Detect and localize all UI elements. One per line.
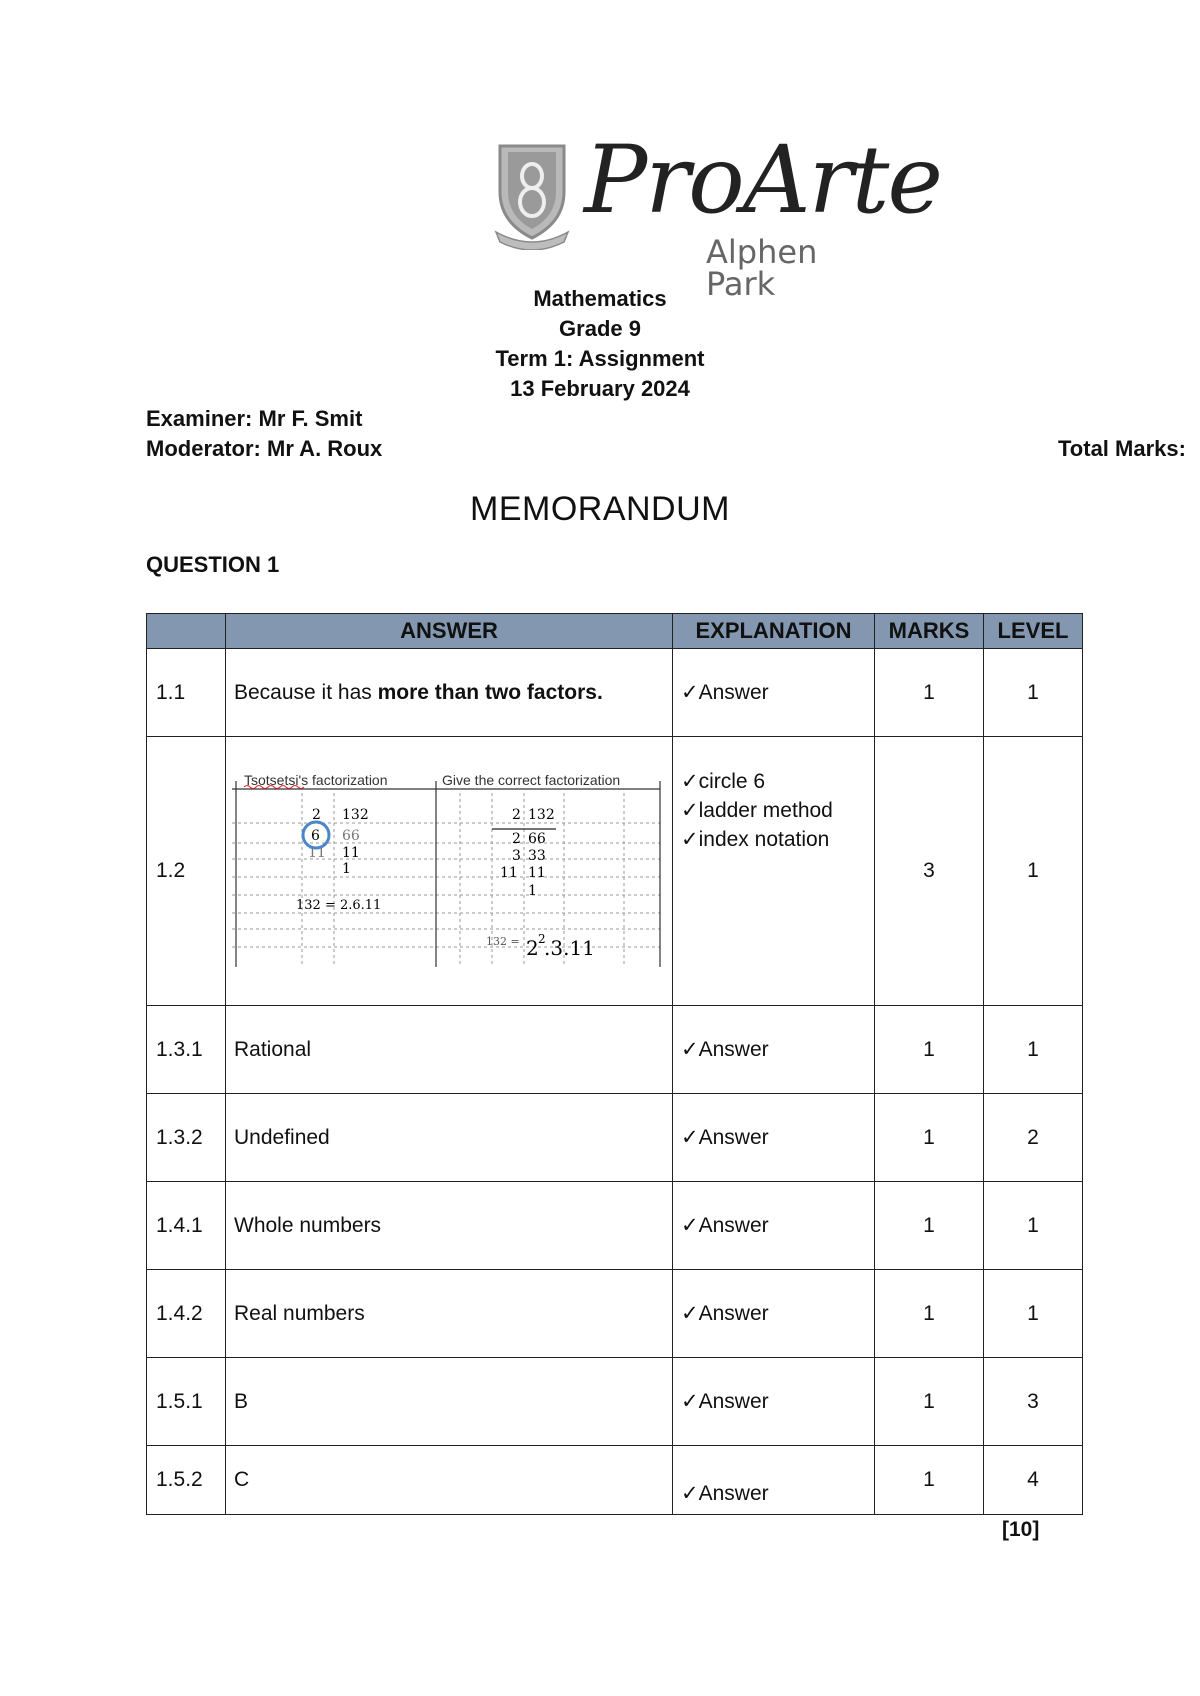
row-explanation: ✓Answer — [673, 1094, 875, 1182]
right-result-base: 2 — [526, 936, 539, 960]
logo-subtitle: Alphen Park — [706, 233, 818, 303]
row-marks: 3 — [875, 737, 984, 1006]
memo-table — [146, 613, 1083, 1515]
row-number: 1.4.1 — [147, 1182, 226, 1270]
row-number: 1.5.2 — [147, 1446, 226, 1515]
row-number: 1.5.1 — [147, 1358, 226, 1446]
moderator-label: Moderator: Mr A. Roux — [146, 436, 383, 461]
term-heading: Term 1: Assignment — [495, 346, 705, 371]
school-crest-icon — [492, 140, 572, 250]
date-heading: 13 February 2024 — [510, 376, 690, 401]
row-explanation: ✓Answer — [673, 1446, 875, 1515]
right-figure-heading: Give the correct factorization — [442, 772, 621, 788]
left-value: 11 — [342, 845, 360, 861]
table-row — [147, 649, 1083, 737]
right-divisor: 11 — [500, 865, 518, 881]
row-number: 1.3.2 — [147, 1094, 226, 1182]
right-value: 132 — [528, 807, 555, 823]
row-answer — [226, 649, 673, 737]
question-total: [10] — [1002, 1518, 1040, 1541]
left-result: 132 = 2.6.11 — [296, 898, 382, 913]
total-marks-label: Total Marks: — [1058, 436, 1186, 461]
factorization-figure — [224, 767, 664, 997]
row-marks: 1 — [875, 1446, 984, 1515]
right-value: 11 — [528, 865, 546, 881]
row-explanation: ✓Answer — [673, 1006, 875, 1094]
row-marks: 1 — [875, 649, 984, 737]
memorandum-title: MEMORANDUM — [470, 490, 730, 528]
row-answer: B — [226, 1358, 673, 1446]
table-row — [147, 737, 1083, 1006]
row-answer: C — [226, 1446, 673, 1515]
table-header-row — [147, 614, 1083, 649]
row-number: 1.1 — [147, 649, 226, 737]
factorization-figure-cell — [226, 737, 673, 1006]
right-result-prefix: 132 = — [486, 935, 520, 948]
left-divisor: 6 — [311, 828, 320, 844]
row-marks: 1 — [875, 1270, 984, 1358]
row-answer: Real numbers — [226, 1270, 673, 1358]
row-explanation — [673, 737, 875, 1006]
row-number: 1.2 — [147, 737, 226, 1006]
right-value: 1 — [528, 883, 537, 899]
row-marks: 1 — [875, 1358, 984, 1446]
left-value: 66 — [342, 828, 360, 844]
table-row — [147, 1446, 1083, 1515]
row-level: 1 — [984, 649, 1083, 737]
right-result-exponent: 2 — [538, 932, 546, 946]
row-level: 1 — [984, 1006, 1083, 1094]
left-value: 1 — [342, 861, 351, 877]
right-divisor: 2 — [512, 807, 521, 823]
header-marks: MARKS — [875, 614, 984, 649]
row-level: 4 — [984, 1446, 1083, 1515]
row-level: 3 — [984, 1358, 1083, 1446]
grade-heading: Grade 9 — [559, 316, 641, 341]
row-marks: 1 — [875, 1182, 984, 1270]
table-row — [147, 1358, 1083, 1446]
logo-wordmark: ProArte — [584, 126, 941, 235]
row-explanation: ✓Answer — [673, 649, 875, 737]
row-explanation: ✓Answer — [673, 1182, 875, 1270]
row-level: 2 — [984, 1094, 1083, 1182]
row-level: 1 — [984, 1182, 1083, 1270]
header-number — [147, 614, 226, 649]
row-marks: 1 — [875, 1006, 984, 1094]
row-number: 1.3.1 — [147, 1006, 226, 1094]
table-row — [147, 1006, 1083, 1094]
header-level: LEVEL — [984, 614, 1083, 649]
explanation-line: ✓index notation — [681, 828, 830, 851]
left-divisor: 2 — [312, 807, 321, 823]
question-title: QUESTION 1 — [146, 552, 280, 577]
table-row — [147, 1094, 1083, 1182]
right-value: 33 — [528, 848, 546, 864]
row-level: 1 — [984, 1270, 1083, 1358]
examiner-label: Examiner: Mr F. Smit — [146, 406, 363, 431]
right-divisor: 3 — [512, 848, 521, 864]
answer-bold-text: more than two factors. — [377, 680, 603, 704]
right-result-rest: .3.11 — [544, 936, 595, 960]
answer-text: Because it has — [234, 680, 378, 704]
left-figure-heading: Tsotsetsi's factorization — [244, 772, 388, 788]
row-explanation: ✓Answer — [673, 1358, 875, 1446]
row-number: 1.4.2 — [147, 1270, 226, 1358]
row-level: 1 — [984, 737, 1083, 1006]
explanation-line: ✓ladder method — [681, 799, 833, 822]
table-row — [147, 1270, 1083, 1358]
right-value: 66 — [528, 831, 546, 847]
row-explanation: ✓Answer — [673, 1270, 875, 1358]
row-answer: Rational — [226, 1006, 673, 1094]
row-answer: Undefined — [226, 1094, 673, 1182]
right-divisor: 2 — [512, 831, 521, 847]
left-value: 132 — [342, 807, 369, 823]
header-answer: ANSWER — [226, 614, 673, 649]
table-row — [147, 1182, 1083, 1270]
subject-heading: Mathematics — [533, 286, 667, 311]
explanation-line: ✓circle 6 — [681, 770, 766, 793]
header-explanation: EXPLANATION — [673, 614, 875, 649]
left-divisor: 11 — [308, 845, 326, 861]
row-answer: Whole numbers — [226, 1182, 673, 1270]
row-marks: 1 — [875, 1094, 984, 1182]
